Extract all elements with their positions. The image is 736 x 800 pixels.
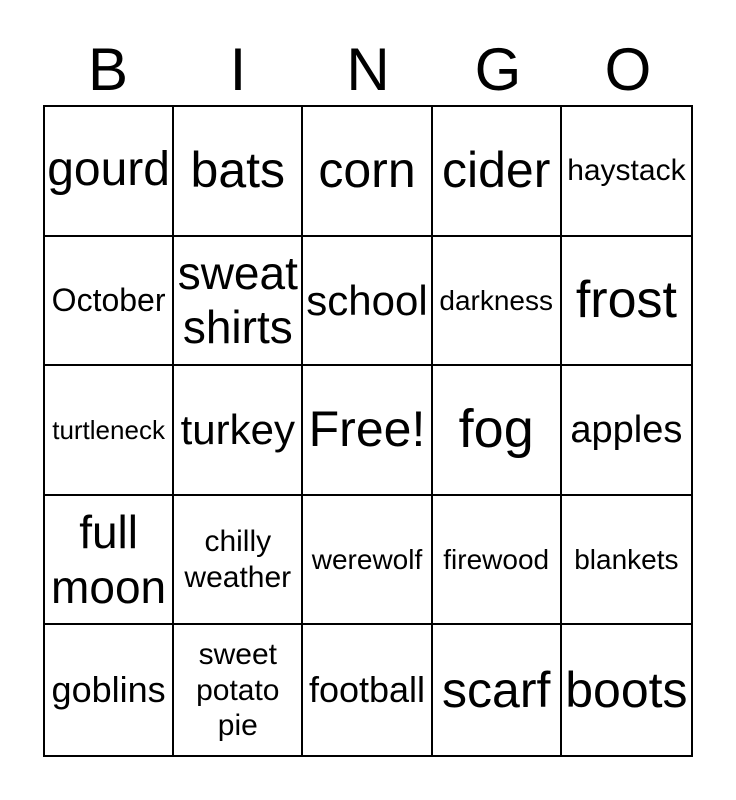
bingo-cell[interactable]	[562, 237, 691, 367]
cell-label: full moon	[51, 506, 167, 613]
cell-label: football	[308, 668, 426, 710]
cell-label: darkness	[439, 284, 553, 316]
cell-label: turtleneck	[52, 414, 165, 445]
bingo-cell[interactable]	[562, 625, 691, 755]
cell-label: turkey	[180, 406, 295, 454]
cell-label: frost	[575, 270, 677, 329]
bingo-title	[43, 38, 693, 102]
bingo-cell[interactable]	[433, 366, 562, 496]
bingo-letter-o: O	[604, 36, 652, 103]
bingo-cell[interactable]	[562, 107, 691, 237]
bingo-cell[interactable]	[45, 107, 174, 237]
bingo-cell[interactable]	[303, 625, 432, 755]
cell-label: cider	[442, 142, 551, 199]
bingo-cell[interactable]	[45, 496, 174, 626]
cell-label: werewolf	[311, 544, 423, 576]
cell-label: bats	[190, 142, 286, 199]
bingo-letter-n: N	[346, 36, 390, 103]
bingo-cell[interactable]	[174, 237, 303, 367]
bingo-cell[interactable]	[433, 237, 562, 367]
bingo-cell[interactable]	[303, 496, 432, 626]
bingo-cell[interactable]	[433, 107, 562, 237]
cell-label: corn	[318, 142, 416, 199]
cell-label: scarf	[442, 661, 551, 718]
cell-label: sweet potato pie	[196, 638, 280, 742]
cell-label: blankets	[574, 544, 679, 576]
bingo-cell-free[interactable]	[303, 366, 432, 496]
bingo-cell[interactable]	[174, 625, 303, 755]
cell-label: goblins	[51, 668, 166, 710]
cell-label: October	[51, 281, 166, 318]
cell-label: sweat shirts	[177, 247, 298, 354]
bingo-cell[interactable]	[45, 625, 174, 755]
cell-label: apples	[570, 408, 683, 451]
free-space-label: Free!	[308, 401, 426, 458]
bingo-letter-g: G	[474, 36, 522, 103]
bingo-cell[interactable]	[45, 237, 174, 367]
bingo-letter-i: I	[229, 36, 247, 103]
cell-label: fog	[458, 399, 534, 460]
bingo-cell[interactable]	[45, 366, 174, 496]
bingo-grid	[43, 105, 693, 757]
cell-label: chilly weather	[184, 525, 292, 594]
bingo-cell[interactable]	[433, 625, 562, 755]
bingo-cell[interactable]	[303, 107, 432, 237]
cell-label: gourd	[47, 143, 170, 197]
bingo-cell[interactable]	[562, 366, 691, 496]
cell-label: firewood	[443, 544, 550, 576]
bingo-cell[interactable]	[303, 237, 432, 367]
bingo-cell[interactable]	[174, 107, 303, 237]
cell-label: boots	[565, 661, 688, 718]
bingo-cell[interactable]	[174, 496, 303, 626]
bingo-cell[interactable]	[433, 496, 562, 626]
cell-label: haystack	[567, 154, 686, 188]
cell-label: school	[306, 276, 428, 324]
bingo-cell[interactable]	[174, 366, 303, 496]
bingo-letter-b: B	[87, 36, 129, 103]
bingo-cell[interactable]	[562, 496, 691, 626]
